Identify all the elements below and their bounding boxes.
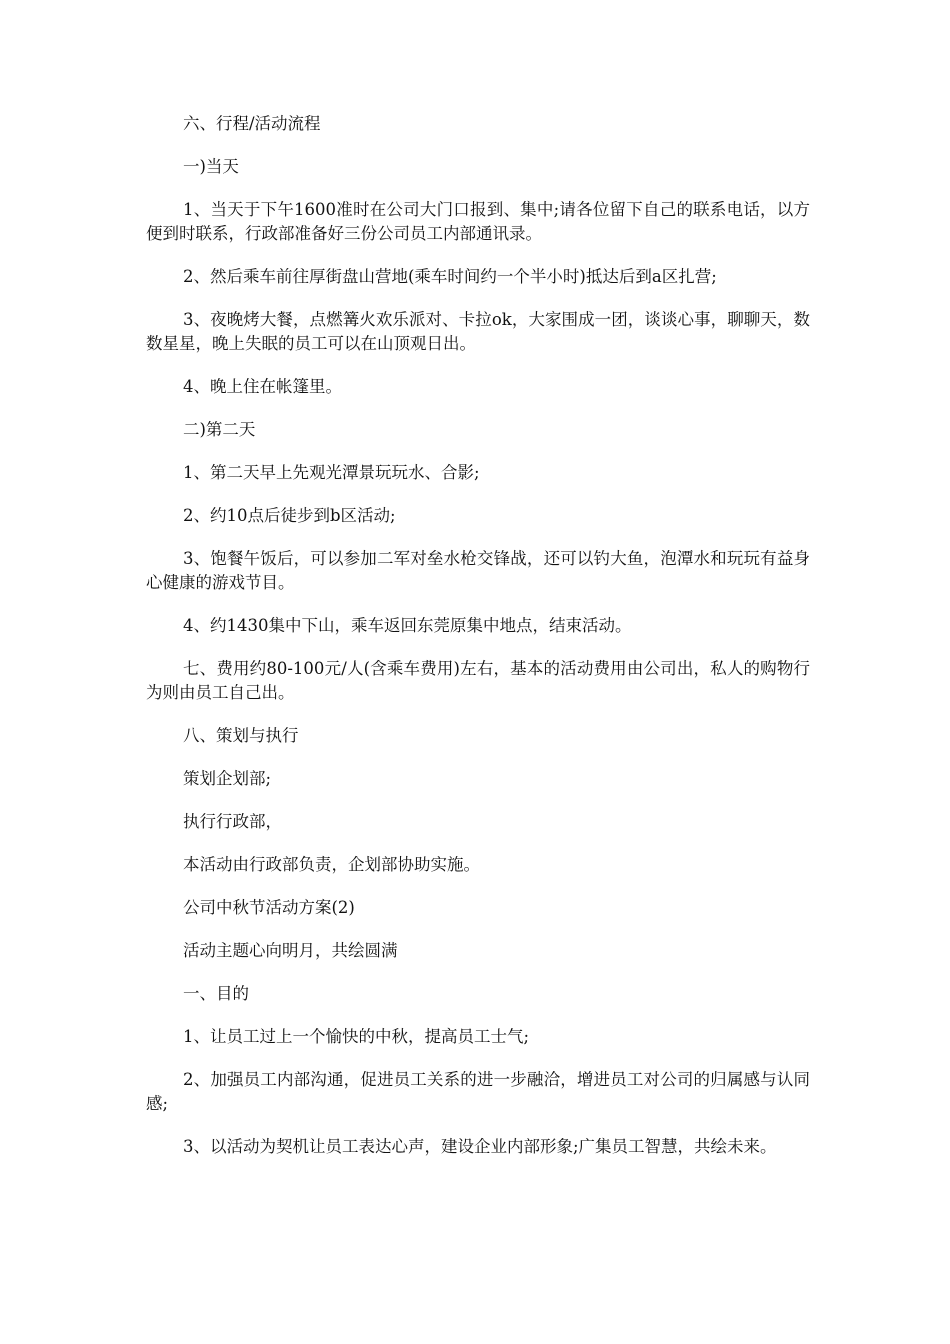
document-body: [146, 112, 810, 1178]
document-title-2: 公司中秋节活动方案(2): [183, 898, 355, 917]
subheading-day-two: 二)第二天: [183, 420, 256, 439]
paragraph: 3、饱餐午饭后，可以参加二军对垒水枪交锋战，还可以钓大鱼，泡潭水和玩玩有益身心健康的游戏节目。: [146, 549, 810, 592]
paragraph: 2、然后乘车前往厚街盘山营地(乘车时间约一个半小时)抵达后到a区扎营;: [183, 267, 717, 286]
paragraph: 本活动由行政部负责，企划部协助实施。: [183, 855, 480, 874]
section-cost: 七、费用约80-100元/人(含乘车费用)左右，基本的活动费用由公司出，私人的购物行为则由员工自己出。: [146, 659, 810, 702]
section-heading-planning: 八、策划与执行: [183, 726, 299, 745]
paragraph: 1、让员工过上一个愉快的中秋，提高员工士气;: [183, 1027, 530, 1046]
paragraph: 执行行政部，: [183, 812, 282, 831]
paragraph: 策划企划部;: [183, 769, 272, 788]
paragraph: 3、夜晚烤大餐，点燃篝火欢乐派对、卡拉ok，大家围成一团，谈谈心事，聊聊天，数数星星，晚上失眠的员工可以在山顶观日出。: [146, 310, 810, 353]
paragraph: 1、第二天早上先观光潭景玩玩水、合影;: [183, 463, 480, 482]
paragraph: 4、晚上住在帐篷里。: [183, 377, 342, 396]
subheading-day-one: 一)当天: [183, 157, 239, 176]
activity-theme: 活动主题心向明月，共绘圆满: [183, 941, 398, 960]
paragraph: 4、约1430集中下山，乘车返回东莞原集中地点，结束活动。: [183, 616, 632, 635]
section-heading-purpose: 一、目的: [183, 984, 249, 1003]
paragraph: 3、以活动为契机让员工表达心声，建设企业内部形象;广集员工智慧，共绘未来。: [183, 1137, 777, 1156]
paragraph: 2、约10点后徒步到b区活动;: [183, 506, 396, 525]
paragraph: 2、加强员工内部沟通，促进员工关系的进一步融洽，增进员工对公司的归属感与认同感;: [146, 1070, 810, 1113]
paragraph: 1、当天于下午1600准时在公司大门口报到、集中;请各位留下自己的联系电话，以方便到时联系，行政部准备好三份公司员工内部通讯录。: [146, 200, 810, 243]
section-heading-itinerary: 六、行程/活动流程: [183, 114, 321, 133]
